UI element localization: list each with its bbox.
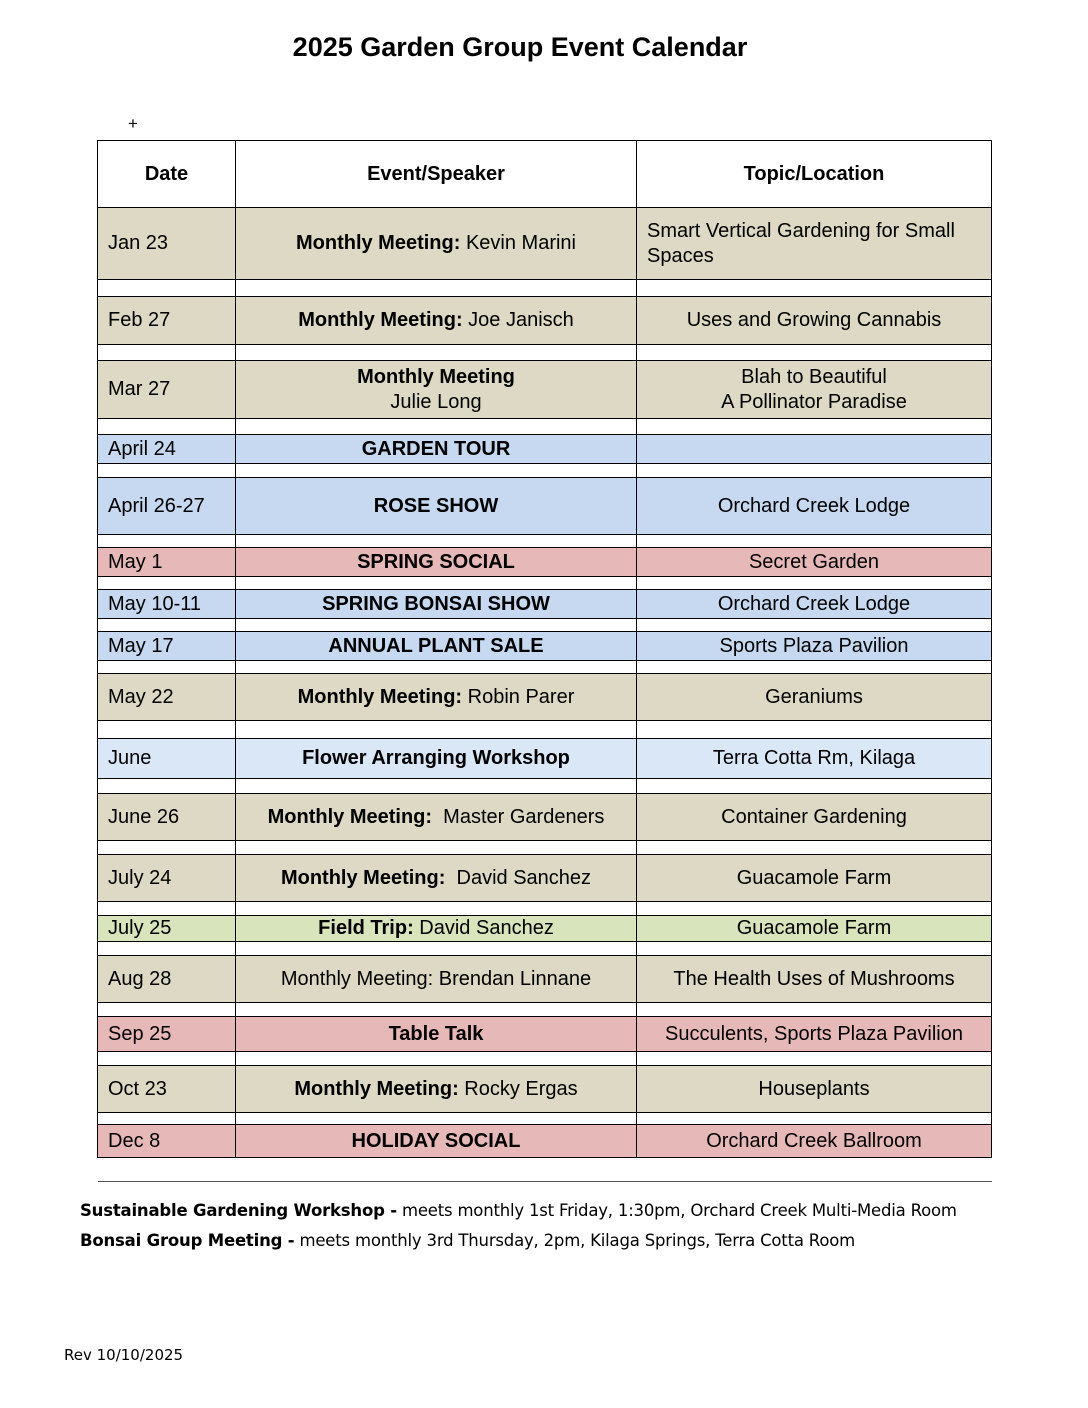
row-date: June [98,739,236,779]
row-topic: Sports Plaza Pavilion [637,632,992,661]
event-speaker: Julie Long [390,390,482,413]
row-event: ANNUAL PLANT SALE [236,632,637,661]
table-row [98,1066,992,1113]
row-date: May 22 [98,674,236,721]
event-type: Monthly Meeting: [267,805,433,828]
event-speaker: Rocky Ergas [458,1077,578,1100]
row-event: GARDEN TOUR [236,435,637,464]
event-type: Monthly Meeting: [295,232,461,254]
revision-date: Rev 10/10/2025 [64,1346,184,1364]
note-title: Bonsai Group Meeting - [80,1231,295,1250]
spacer-row [98,1158,992,1182]
table-row [98,297,992,345]
table-row [98,1017,992,1052]
event-type: Monthly Meeting: [297,685,463,708]
row-date: Feb 27 [98,297,236,345]
spacer-row [98,1052,992,1066]
row-date: June 26 [98,794,236,841]
event-speaker: Master Gardeners [432,805,605,828]
header-topic: Topic/Location [637,141,992,208]
spacer-row [98,841,992,855]
event-type: Monthly Meeting: [294,1077,459,1100]
row-topic: Smart Vertical Gardening for Small Spaces [637,208,992,280]
table-row [98,794,992,841]
event-speaker: David Sanchez [445,866,592,889]
spacer-row [98,1113,992,1125]
row-date: May 1 [98,548,236,577]
row-date: April 24 [98,435,236,464]
row-date: May 10-11 [98,590,236,619]
page-title: 2025 Garden Group Event Calendar [292,32,748,62]
row-topic: Guacamole Farm [637,916,992,942]
row-topic: Geraniums [637,674,992,721]
table-row [98,1125,992,1158]
spacer-row [98,779,992,794]
row-date: July 24 [98,855,236,902]
row-topic: Uses and Growing Cannabis [637,297,992,345]
note-text: meets monthly 3rd Thursday, 2pm, Kilaga Springs, Terra Cotta Room [294,1231,855,1250]
row-topic: Container Gardening [637,794,992,841]
event-calendar-table [97,140,992,1182]
table-row [98,916,992,942]
note-line [80,1226,957,1256]
row-topic: Terra Cotta Rm, Kilaga [637,739,992,779]
table-header-row [98,141,992,208]
row-date: April 26-27 [98,478,236,535]
recurring-meetings-notes [80,1196,957,1256]
table-row [98,855,992,902]
row-event [236,794,637,841]
row-event [236,916,637,942]
table-row [98,674,992,721]
row-topic: Orchard Creek Lodge [637,478,992,535]
row-date: Sep 25 [98,1017,236,1052]
row-date: May 17 [98,632,236,661]
table-row [98,208,992,280]
row-event [236,208,637,280]
row-topic: Orchard Creek Lodge [637,590,992,619]
row-event: SPRING BONSAI SHOW [236,590,637,619]
row-date: Dec 8 [98,1125,236,1158]
row-topic [637,361,992,419]
spacer-row [98,721,992,739]
row-topic: Houseplants [637,1066,992,1113]
row-topic: Guacamole Farm [637,855,992,902]
row-event [236,674,637,721]
spacer-row [98,280,992,297]
header-event: Event/Speaker [236,141,637,208]
row-event: Monthly Meeting: Brendan Linnane [236,956,637,1003]
spacer-row [98,902,992,916]
row-topic: Secret Garden [637,548,992,577]
table-row [98,739,992,779]
row-date: Jan 23 [98,208,236,280]
note-line [80,1196,957,1226]
row-date: Mar 27 [98,361,236,419]
row-topic [637,435,992,464]
table-row [98,548,992,577]
spacer-row [98,942,992,956]
event-type: Monthly Meeting [357,365,515,388]
row-date: July 25 [98,916,236,942]
event-speaker: Joe Janisch [462,309,574,331]
table-row [98,590,992,619]
note-text: meets monthly 1st Friday, 1:30pm, Orchard Creek Multi-Media Room [396,1201,957,1220]
row-event [236,361,637,419]
row-event: ROSE SHOW [236,478,637,535]
row-topic: The Health Uses of Mushrooms [637,956,992,1003]
event-speaker: Kevin Marini [460,232,577,254]
table-row [98,956,992,1003]
event-speaker: David Sanchez [413,917,554,939]
spacer-row [98,661,992,674]
row-event: Flower Arranging Workshop [236,739,637,779]
spacer-row [98,464,992,478]
spacer-row [98,419,992,435]
event-type: Monthly Meeting: [298,309,463,331]
event-type: Monthly Meeting: [280,866,446,889]
row-date: Aug 28 [98,956,236,1003]
row-event [236,297,637,345]
spacer-row [98,535,992,548]
note-title: Sustainable Gardening Workshop - [80,1201,397,1220]
header-date: Date [98,141,236,208]
spacer-row [98,619,992,632]
table-row [98,478,992,535]
plus-mark: + [128,114,138,133]
row-topic: Orchard Creek Ballroom [637,1125,992,1158]
table-row [98,435,992,464]
spacer-row [98,345,992,361]
row-event: HOLIDAY SOCIAL [236,1125,637,1158]
event-speaker: Robin Parer [462,685,575,708]
row-event: Table Talk [236,1017,637,1052]
table-row [98,632,992,661]
row-event [236,855,637,902]
topic-line-2: A Pollinator Paradise [721,390,907,413]
table-row [98,361,992,419]
row-topic: Succulents, Sports Plaza Pavilion [637,1017,992,1052]
row-date: Oct 23 [98,1066,236,1113]
row-event: SPRING SOCIAL [236,548,637,577]
event-type: Field Trip: [318,917,414,939]
row-event [236,1066,637,1113]
topic-line-1: Blah to Beautiful [741,365,887,388]
spacer-row [98,577,992,590]
spacer-row [98,1003,992,1017]
